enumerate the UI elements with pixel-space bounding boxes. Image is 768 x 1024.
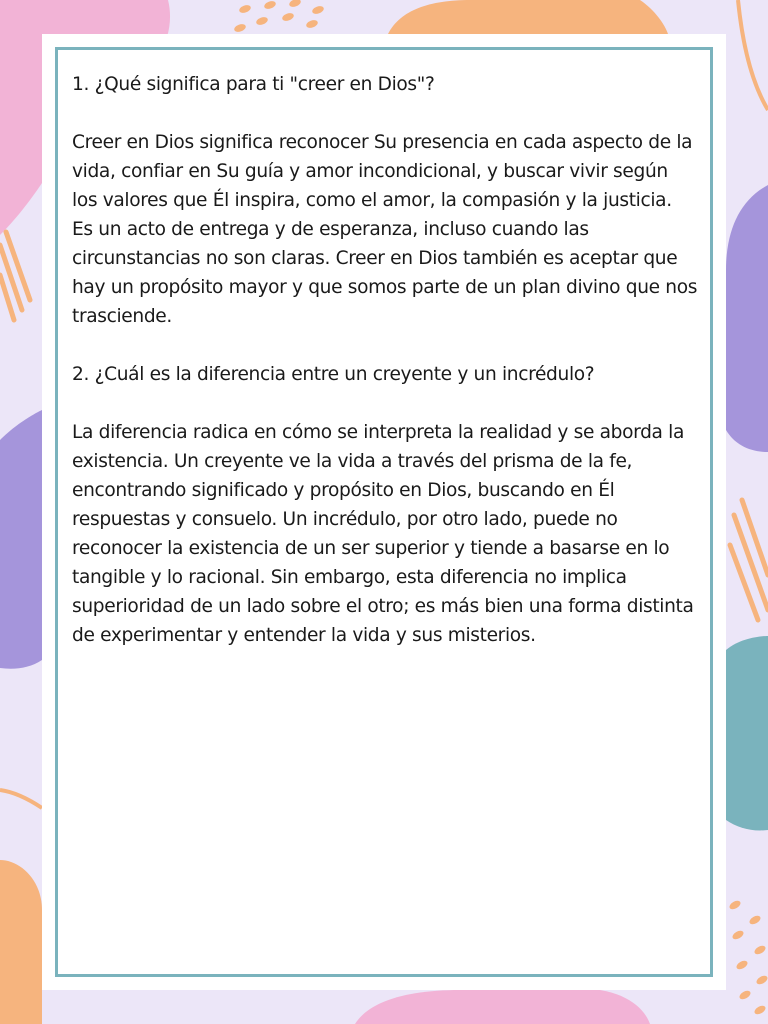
purple-blob-right xyxy=(726,185,768,452)
document-content xyxy=(72,70,698,679)
question-2: 2. ¿Cuál es la diferencia entre un creyente y un incrédulo? xyxy=(72,364,595,385)
orange-dots-top xyxy=(233,0,325,33)
orange-curve-top-right xyxy=(738,0,768,110)
orange-dots-bottom-right xyxy=(728,899,768,1016)
orange-blob-bottom-left xyxy=(0,860,42,1024)
orange-stripes-left xyxy=(0,232,30,320)
orange-stripes-right xyxy=(730,500,768,620)
pink-blob-bottom xyxy=(355,990,650,1024)
answer-1: Creer en Dios significa reconocer Su presencia en cada aspecto de la vida, confiar en Su guía y amor incondicional, y buscar vivir según los valores que Él inspira, como el amor, la compasión y la justicia. Es un acto de entrega y de esperanza, incluso cuando las circunstancias no son claras. Creer en Dios también es aceptar que hay un propósito mayor y que somos parte de un plan divino que nos trasciende. xyxy=(72,132,698,327)
orange-curve-left xyxy=(0,790,42,808)
document-card xyxy=(42,34,726,990)
answer-2: La diferencia radica en cómo se interpreta la realidad y se aborda la existencia. Un creyente ve la vida a través del prisma de la fe, encontrando significado y propósito en Dios, buscando en Él respuestas y consuelo. Un incrédulo, por otro lado, puede no reconocer la existencia de un ser superior y tiende a basarse en lo tangible y lo racional. Sin embargo, esta diferencia no implica superioridad de un lado sobre el otro; es más bien una forma distinta de experimentar y entender la vida y sus misterios. xyxy=(72,422,694,646)
orange-blob-top xyxy=(388,0,668,34)
question-1: 1. ¿Qué significa para ti "creer en Dios"? xyxy=(72,74,435,95)
purple-blob-left xyxy=(0,410,42,669)
teal-blob-right xyxy=(726,636,768,831)
